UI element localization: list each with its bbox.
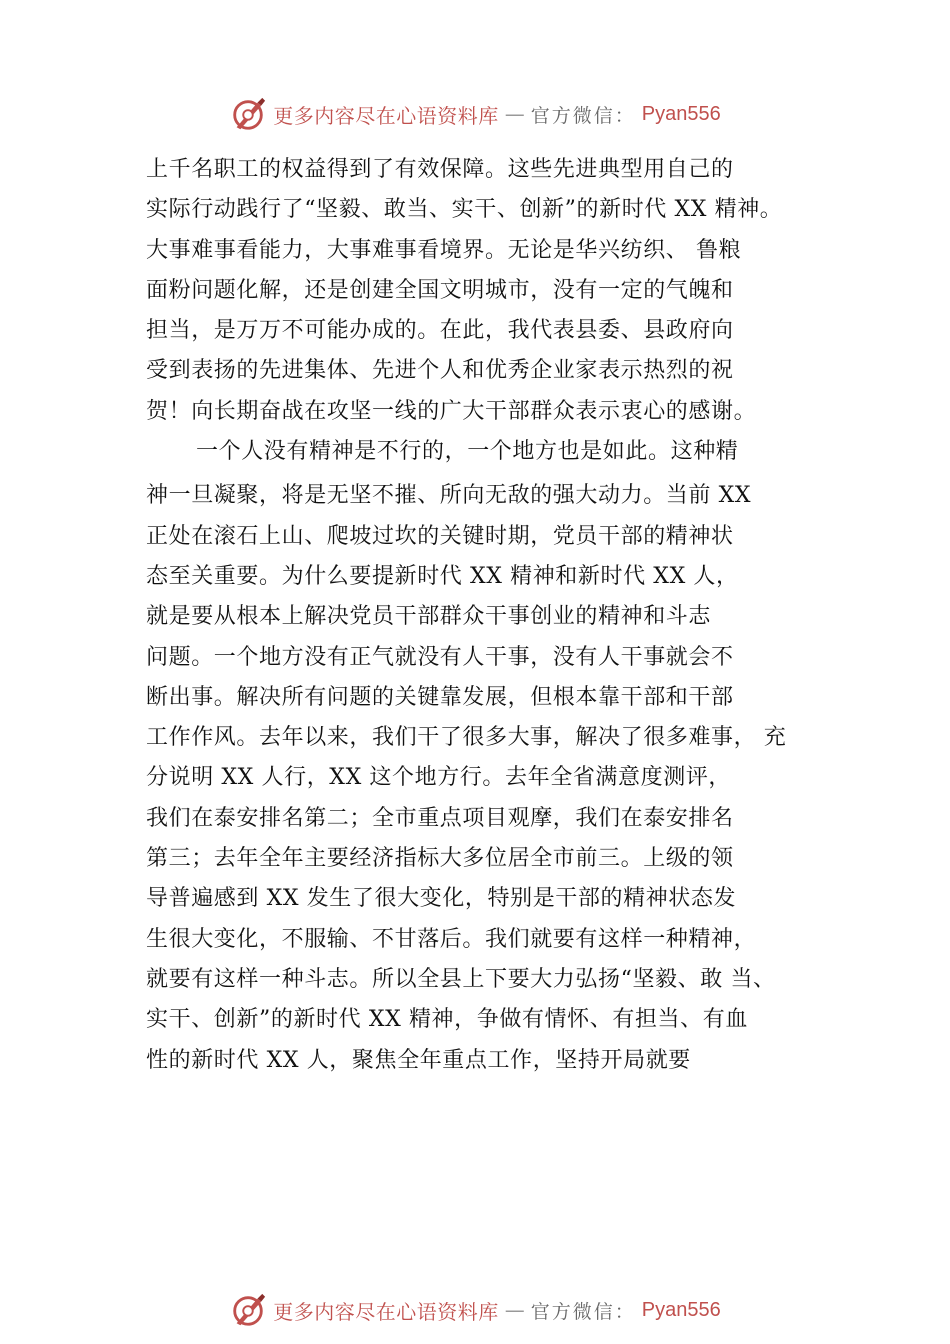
text-line: 就要有这样一种斗志。所以全县上下要大力弘扬“坚毅、敢 当、 <box>146 966 776 992</box>
banner-official-label: 官方微信： <box>530 1300 636 1323</box>
text-line: 大事难事看能力，大事难事看境界。无论是华兴纺织、 鲁粮 <box>146 237 742 263</box>
text-line: 态至关重要。为什么要提新时代 XX 精神和新时代 XX 人， <box>146 563 739 589</box>
text-line: 就是要从根本上解决党员干部群众干事创业的精神和斗志 <box>146 604 712 630</box>
header-banner <box>0 94 950 134</box>
text-line: 问题。一个地方没有正气就没有人干事，没有人干事就会不 <box>146 644 734 670</box>
banner-wechat-id: Pyan556 <box>641 102 721 125</box>
banner-separator: — <box>504 1298 525 1322</box>
text-line: 分说明 XX 人行，XX 这个地方行。去年全省满意度测评， <box>146 765 732 791</box>
text-line: 第三；去年全年主要经济指标大多位居全市前三。上级的领 <box>146 846 734 872</box>
banner-wechat-id: Pyan556 <box>641 1298 721 1321</box>
text-line: 断出事。解决所有问题的关键靠发展，但根本靠干部和干部 <box>146 684 734 710</box>
footer-banner <box>0 1290 950 1330</box>
banner-separator: — <box>504 102 525 126</box>
banner-official-label: 官方微信： <box>530 104 636 127</box>
text-line: 我们在泰安排名第二；全市重点项目观摩，我们在泰安排名 <box>146 805 734 831</box>
pen-circle-icon <box>229 1291 267 1329</box>
text-line: 导普遍感到 XX 发生了很大变化，特别是干部的精神状态发 <box>146 886 737 912</box>
pen-circle-icon <box>229 95 267 133</box>
text-line: 生很大变化，不服输、不甘落后。我们就要有这样一种精神， <box>146 926 757 952</box>
text-line: 担当，是万万不可能办成的。在此，我代表县委、县政府向 <box>146 318 734 344</box>
document-body <box>146 150 826 1081</box>
text-line: 贺！向长期奋战在攻坚一线的广大干部群众表示衷心的感谢。 <box>146 398 757 424</box>
text-line: 实际行动践行了“坚毅、敢当、实干、创新”的新时代 XX 精神。 <box>146 197 783 223</box>
text-line: 实干、创新”的新时代 XX 精神，争做有情怀、有担当、有血 <box>146 1007 748 1033</box>
text-line: 工作作风。去年以来，我们干了很多大事，解决了很多难事， 充 <box>146 725 787 751</box>
banner-title: 更多内容尽在心语资料库 <box>273 103 499 128</box>
paragraph-start-line: 一个人没有精神是不行的，一个地方也是如此。这种精 <box>196 439 739 465</box>
text-line: 正处在滚石上山、爬坡过坎的关键时期，党员干部的精神状 <box>146 523 734 549</box>
text-line: 上千名职工的权益得到了有效保障。这些先进典型用自己的 <box>146 157 734 182</box>
text-line: 神一旦凝聚，将是无坚不摧、所向无敌的强大动力。当前 XX <box>146 483 752 509</box>
text-line: 性的新时代 XX 人，聚焦全年重点工作，坚持开局就要 <box>146 1047 691 1073</box>
text-line: 受到表扬的先进集体、先进个人和优秀企业家表示热烈的祝 <box>146 358 734 384</box>
banner-title: 更多内容尽在心语资料库 <box>273 1299 499 1324</box>
text-line: 面粉问题化解，还是创建全国文明城市，没有一定的气魄和 <box>146 277 734 303</box>
